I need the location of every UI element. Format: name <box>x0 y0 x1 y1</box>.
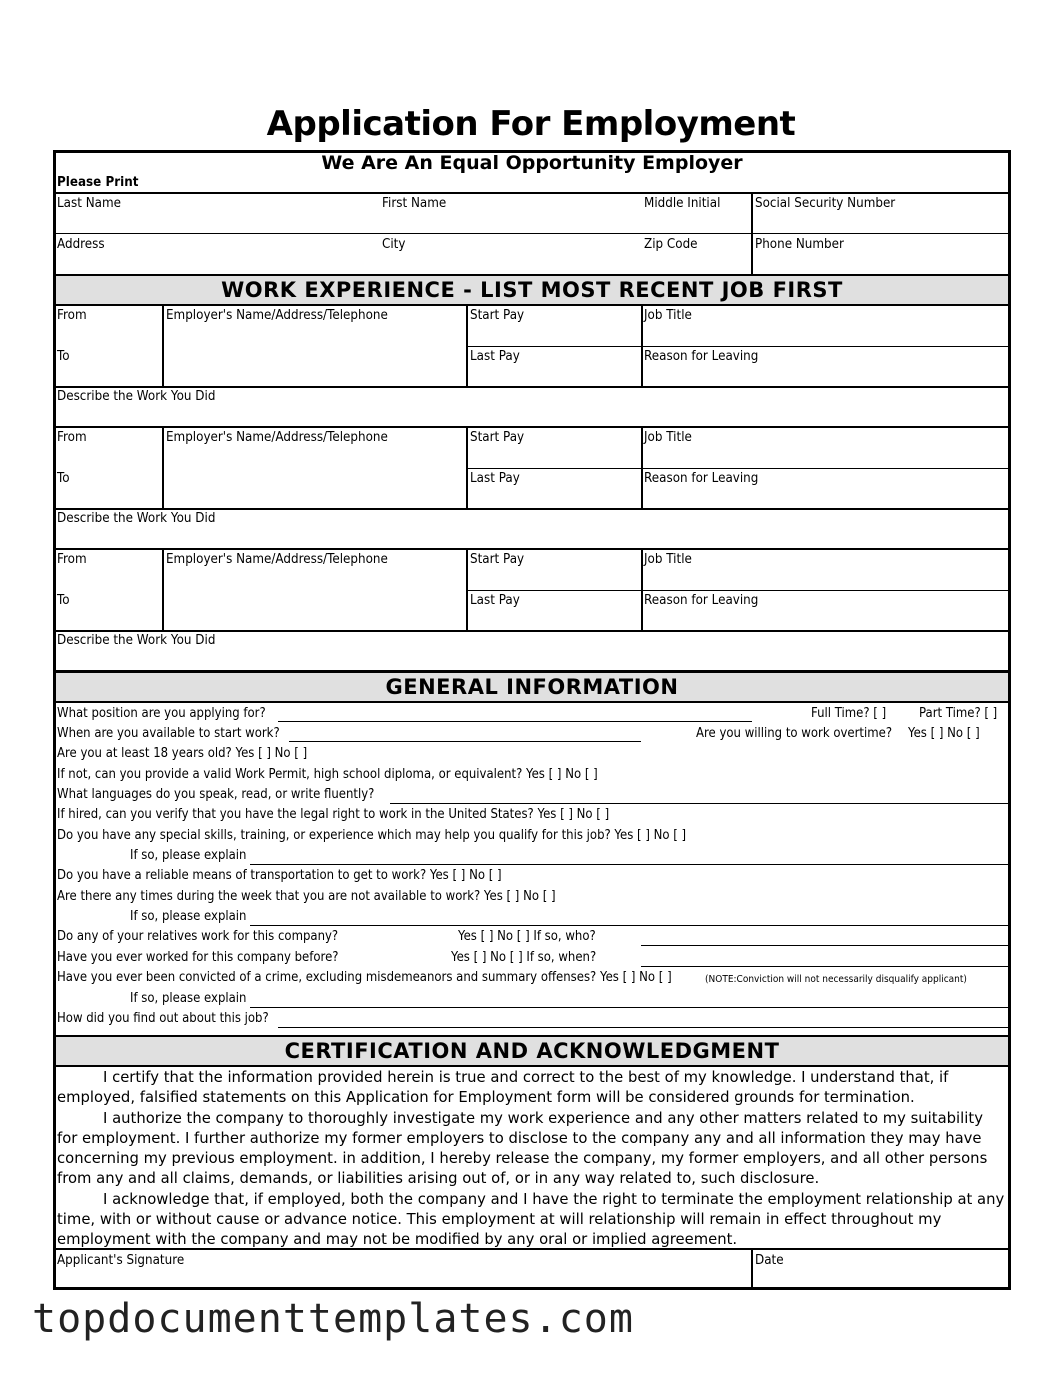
divider <box>751 1248 753 1288</box>
job-reason-field[interactable]: Reason for Leaving <box>644 593 759 608</box>
eeo-subtitle: We Are An Equal Opportunity Employer <box>321 152 743 174</box>
q-position: What position are you applying for? <box>57 706 266 721</box>
divider <box>55 426 1009 428</box>
skills-explain-label: If so, please explain <box>130 848 247 863</box>
job-title-field[interactable]: Job Title <box>644 308 692 323</box>
q-relatives: Do any of your relatives work for this company? <box>57 929 339 944</box>
cert-paragraph: I authorize the company to thoroughly investigate my work experience and any other matters related to my suitability for employment. I further authorize my former employers to disclose to the company any and all information they may have concerning my previous employment. in addition, I hereby release the company, my former employers, and all other persons from any and all claims, demands, or liabilities arising out of, or in any way related to, such disclosure. <box>57 1109 988 1188</box>
divider <box>467 590 1009 591</box>
job-start-pay-field[interactable]: Start Pay <box>470 430 525 445</box>
job-title-field[interactable]: Job Title <box>644 430 692 445</box>
certification-text <box>57 1068 1007 1251</box>
q-permit[interactable]: If not, can you provide a valid Work Permit, high school diploma, or equivalent? Yes [ ] No [ ] <box>57 767 598 782</box>
job-start-pay-field[interactable]: Start Pay <box>470 552 525 567</box>
skills-explain-line[interactable] <box>250 864 1009 865</box>
divider <box>55 192 1009 194</box>
q-legal[interactable]: If hired, can you verify that you have the legal right to work in the United States? Yes [ ] No [ ] <box>57 807 610 822</box>
q-times[interactable]: Are there any times during the week that you are not available to work? Yes [ ] No [ ] <box>57 889 556 904</box>
worked-input-line[interactable] <box>641 966 1009 967</box>
divider <box>162 428 164 508</box>
job-last-pay-field[interactable]: Last Pay <box>470 471 520 486</box>
job-employer-field[interactable]: Employer's Name/Address/Telephone <box>166 308 388 323</box>
job-from-field[interactable]: From <box>57 552 87 567</box>
languages-input-line[interactable] <box>390 803 1009 804</box>
job-title-field[interactable]: Job Title <box>644 552 692 567</box>
q-age[interactable]: Are you at least 18 years old? Yes [ ] No [ ] <box>57 746 308 761</box>
part-time-check[interactable]: Part Time? [ ] <box>919 706 998 721</box>
signature-field[interactable]: Applicant's Signature <box>57 1253 185 1268</box>
divider <box>162 306 164 386</box>
job-from-field[interactable]: From <box>57 308 87 323</box>
crime-explain-label: If so, please explain <box>130 991 247 1006</box>
city-field[interactable]: City <box>382 237 406 252</box>
relatives-input-line[interactable] <box>641 945 1009 946</box>
watermark: topdocumenttemplates.com <box>32 1296 634 1342</box>
q-found: How did you find out about this job? <box>57 1011 269 1026</box>
divider <box>467 468 1009 469</box>
position-input-line[interactable] <box>278 721 752 722</box>
middle-initial-field[interactable]: Middle Initial <box>644 196 721 211</box>
divider <box>55 386 1009 388</box>
worked-yes-no[interactable]: Yes [ ] No [ ] If so, when? <box>451 950 597 965</box>
ssn-field[interactable]: Social Security Number <box>755 196 896 211</box>
address-field[interactable]: Address <box>57 237 105 252</box>
job-to-field[interactable]: To <box>57 471 70 486</box>
job-from-field[interactable]: From <box>57 430 87 445</box>
start-input-line[interactable] <box>289 741 641 742</box>
job-describe-field[interactable]: Describe the Work You Did <box>57 389 216 404</box>
q-overtime: Are you willing to work overtime? <box>696 726 893 741</box>
q-languages: What languages do you speak, read, or write fluently? <box>57 787 375 802</box>
divider <box>467 346 1009 347</box>
relatives-yes-no[interactable]: Yes [ ] No [ ] If so, who? <box>458 929 596 944</box>
divider <box>55 548 1009 550</box>
work-experience-heading: WORK EXPERIENCE - LIST MOST RECENT JOB FIRST <box>56 274 1008 306</box>
job-employer-field[interactable]: Employer's Name/Address/Telephone <box>166 430 388 445</box>
job-reason-field[interactable]: Reason for Leaving <box>644 349 759 364</box>
please-print-label: Please Print <box>57 175 139 190</box>
divider <box>162 550 164 630</box>
divider <box>55 630 1009 632</box>
cert-paragraph: I acknowledge that, if employed, both the company and I have the right to terminate the employment relationship at any time, with or without cause or advance notice. This employment at will relationship will remain in effect throughout my employment with the company and may not be modified by any oral or implied agreement. <box>57 1190 1005 1249</box>
job-to-field[interactable]: To <box>57 349 70 364</box>
job-to-field[interactable]: To <box>57 593 70 608</box>
phone-field[interactable]: Phone Number <box>755 237 844 252</box>
job-last-pay-field[interactable]: Last Pay <box>470 593 520 608</box>
q-worked: Have you ever worked for this company before? <box>57 950 339 965</box>
job-describe-field[interactable]: Describe the Work You Did <box>57 511 216 526</box>
divider <box>55 1248 1009 1250</box>
q-start: When are you available to start work? <box>57 726 280 741</box>
job-reason-field[interactable]: Reason for Leaving <box>644 471 759 486</box>
first-name-field[interactable]: First Name <box>382 196 447 211</box>
last-name-field[interactable]: Last Name <box>57 196 122 211</box>
job-employer-field[interactable]: Employer's Name/Address/Telephone <box>166 552 388 567</box>
certification-heading: CERTIFICATION AND ACKNOWLEDGMENT <box>56 1035 1008 1067</box>
form-title: Application For Employment <box>266 104 796 144</box>
found-input-line[interactable] <box>278 1027 1009 1028</box>
times-explain-line[interactable] <box>250 925 1009 926</box>
times-explain-label: If so, please explain <box>130 909 247 924</box>
divider <box>55 233 1009 234</box>
job-start-pay-field[interactable]: Start Pay <box>470 308 525 323</box>
overtime-yes-no[interactable]: Yes [ ] No [ ] <box>908 726 980 741</box>
divider <box>55 508 1009 510</box>
full-time-check[interactable]: Full Time? [ ] <box>811 706 887 721</box>
cert-paragraph: I certify that the information provided herein is true and correct to the best of my knowledge. I understand that, if employed, falsified statements on this Application for Employment form will be considered grounds for termination. <box>57 1069 949 1107</box>
zip-field[interactable]: Zip Code <box>644 237 698 252</box>
q-crime[interactable]: Have you ever been convicted of a crime, excluding misdemeanors and summary offenses? Yes [ ] No [ ] <box>57 970 672 985</box>
date-field[interactable]: Date <box>755 1253 784 1268</box>
job-last-pay-field[interactable]: Last Pay <box>470 349 520 364</box>
q-skills[interactable]: Do you have any special skills, training, or experience which may help you qualify for this job? Yes [ ] No [ ] <box>57 828 687 843</box>
crime-explain-line[interactable] <box>250 1007 1009 1008</box>
job-describe-field[interactable]: Describe the Work You Did <box>57 633 216 648</box>
q-transport[interactable]: Do you have a reliable means of transportation to get to work? Yes [ ] No [ ] <box>57 868 502 883</box>
divider <box>751 192 753 274</box>
crime-note: (NOTE:Conviction will not necessarily disqualify applicant) <box>705 974 967 985</box>
general-info-heading: GENERAL INFORMATION <box>56 671 1008 703</box>
